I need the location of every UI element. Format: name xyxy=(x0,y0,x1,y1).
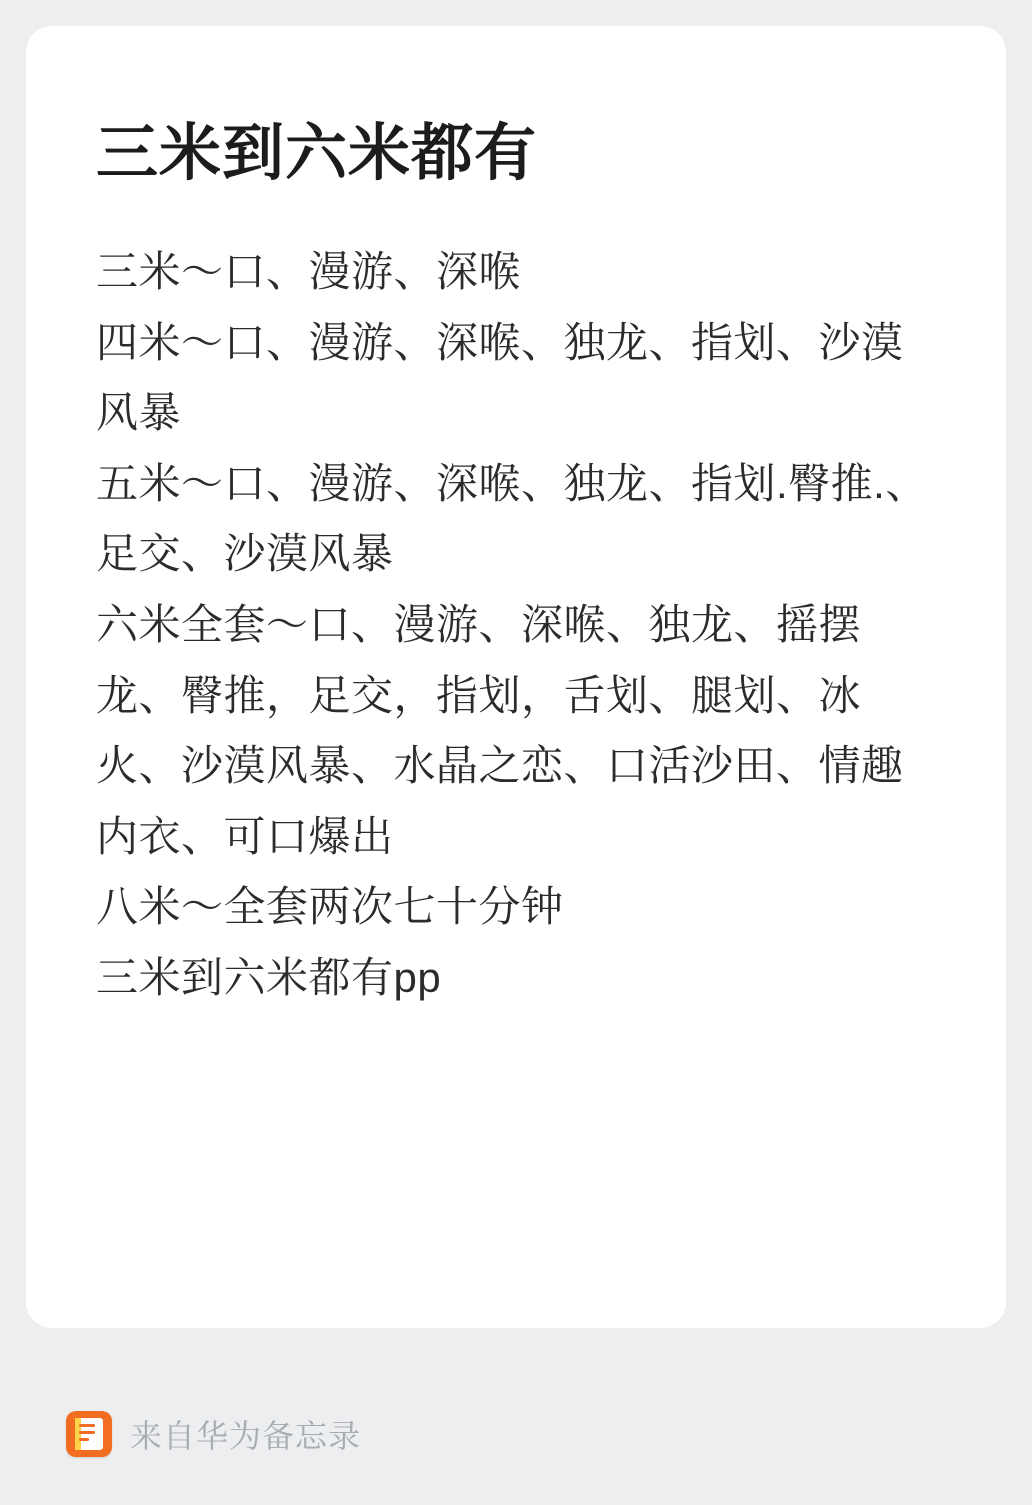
note-line: 三米～口、漫游、深喉 xyxy=(96,248,522,296)
note-line: 六米全套～口、漫游、深喉、独龙、摇摆龙、臀推，足交，指划，舌划、腿划、冰火、沙漠风暴、水晶之恋、口活沙田、情趣内衣、可口爆出 xyxy=(96,601,904,860)
note-body xyxy=(96,237,936,1013)
note-title: 三米到六米都有 xyxy=(96,119,538,188)
note-line: 四米～口、漫游、深喉、独龙、指划、沙漠风暴 xyxy=(96,318,904,437)
note-card xyxy=(26,26,1006,1328)
note-line: 三米到六米都有pp xyxy=(96,953,442,1001)
note-line: 八米～全套两次七十分钟 xyxy=(96,883,564,931)
note-line: 五米～口、漫游、深喉、独龙、指划.臀推.、足交、沙漠风暴 xyxy=(96,459,928,578)
note-source-footer xyxy=(26,1328,1006,1505)
note-source-label: 来自华为备忘录 xyxy=(130,1417,362,1454)
notepad-icon xyxy=(66,1411,112,1457)
